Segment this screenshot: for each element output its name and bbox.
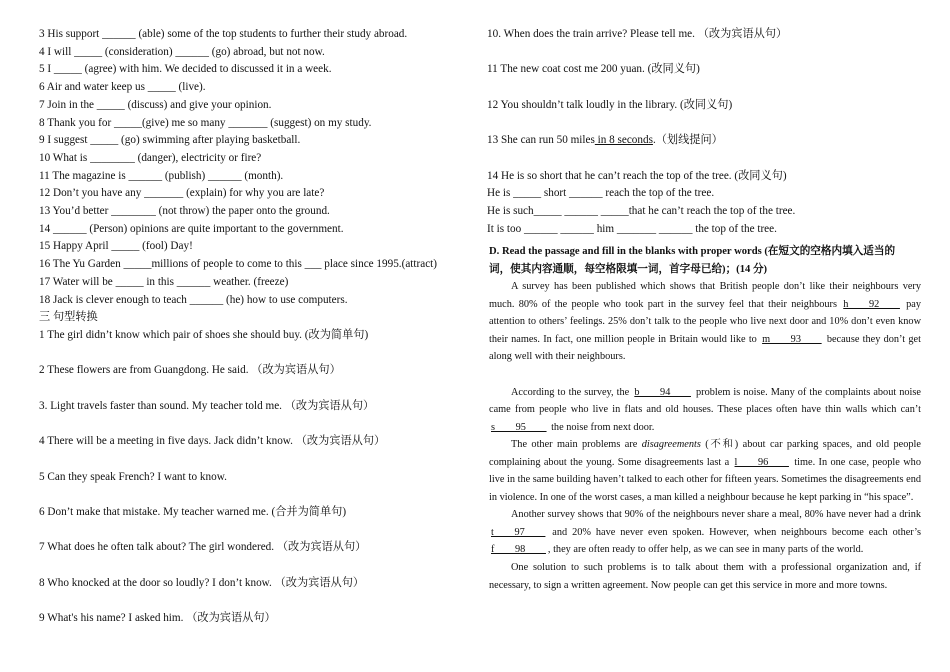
exercise-line: 3. Light travels faster than sound. My teacher told me. （改为宾语从句） [39, 399, 375, 412]
exercise-line: 14 He is so short that he can’t reach the top of the tree. (改同义句) [487, 169, 787, 182]
exercise-line: 7 What does he often talk about? The girl wondered. （改为宾语从句） [39, 541, 367, 554]
exercise-line: 18 Jack is clever enough to teach ______ (he) how to use computers. [39, 293, 348, 306]
paragraph-text: pay attention to others’ feelings. 25% don’t talk to the people who live next door and 10% don’t even know their names. In fact, one million people in Britain would like to [489, 298, 921, 345]
exercise-line: 12 You shouldn’t talk loudly in the library. (改同义句) [487, 98, 733, 111]
paragraph-text: because they don’t get along well with their neighbours. [489, 333, 921, 363]
exercise-line: 9 What's his name? I asked him. （改为宾语从句） [39, 612, 276, 625]
answer-space [487, 150, 927, 168]
answer-space [487, 79, 927, 97]
answer-space [39, 522, 479, 540]
paragraph-text: A survey has been published which shows that British people don’t like their neighbours very much. 80% of the people who took part in the survey feel that their neighbours [489, 281, 921, 310]
section-title: 三 句型转换 [39, 311, 98, 324]
exercise-line: 1 The girl didn’t know which pair of shoes she should buy. (改为简单句) [39, 328, 369, 341]
exercise-line: 9 I suggest _____ (go) swimming after playing basketball. [39, 134, 301, 147]
exercise-line: 17 Water will be _____ in this ______ weather. (freeze) [39, 275, 289, 288]
exercise-line: 11 The new coat cost me 200 yuan. (改同义句) [487, 63, 700, 76]
paragraph-text: (不和) about car parking spaces, and old people complaining about the young. Some disagreements last a [489, 439, 921, 468]
exercise-line: 8 Thank you for _____(give) me so many _______ (suggest) on my study. [39, 116, 372, 129]
exercise-line: 15 Happy April _____ (fool) Day! [39, 240, 193, 253]
answer-space [39, 415, 479, 433]
answer-space [39, 345, 479, 363]
passage-paragraph [489, 436, 921, 506]
exercise-line: 11 The magazine is ______ (publish) ______ (month). [39, 169, 284, 182]
exercise-line: 16 The Yu Garden _____millions of people to come to this ___ place since 1995.(attract) [39, 258, 437, 271]
question-text: .（划线提问） [652, 134, 723, 147]
exercise-line: 5 I _____ (agree) with him. We decided to discussed it in a week. [39, 63, 332, 76]
exercise-line: 6 Don’t make that mistake. My teacher warned me. (合并为简单句) [39, 505, 347, 518]
question-text: 13 She can run 50 miles [487, 134, 595, 147]
answer-space [39, 451, 479, 469]
blank-98: f____98____ [491, 544, 546, 556]
answer-space [39, 592, 479, 610]
exercise-line: 10 What is ________ (danger), electricity or fire? [39, 151, 262, 164]
paragraph-text: problem is noise. Many of the complaints about noise came from people who live in flats and old houses. These places often have thin walls which can’t [489, 386, 921, 416]
left-column [39, 26, 479, 628]
blank-96: l____96____ [734, 456, 789, 468]
italic-word: disagreements [641, 439, 701, 451]
answer-space [39, 380, 479, 398]
exercise-line: It is too ______ ______ him _______ ______ the top of the tree. [487, 222, 777, 235]
paragraph-text: Another survey shows that 90% of the neighbours never share a meal, 80% have never had a drink [511, 509, 921, 521]
exercise-line: 12 Don’t you have any _______ (explain) for why you are late? [39, 187, 325, 200]
exercise-line: 6 Air and water keep us _____ (live). [39, 81, 206, 94]
passage-heading: D. Read the passage and fill in the blanks with proper words (在短文的空格内填入适当的 [489, 246, 896, 257]
exercise-line: 5 Can they speak French? I want to know. [39, 470, 227, 483]
answer-space [487, 44, 927, 62]
exercise-line: 4 There will be a meeting in five days. Jack didn’t know. （改为宾语从句） [39, 435, 386, 448]
paragraph-text: The other main problems are [511, 439, 642, 451]
exercise-line [487, 132, 927, 150]
answer-space [39, 557, 479, 575]
paragraph-text: According to the survey, the [511, 386, 633, 398]
exercise-line: 14 ______ (Person) opinions are quite important to the government. [39, 222, 344, 235]
blank-92: h____92____ [843, 298, 900, 310]
blank-95: s____95____ [491, 421, 547, 433]
exercise-line: 2 These flowers are from Guangdong. He said. （改为宾语从句） [39, 364, 341, 377]
passage-paragraph [489, 278, 921, 366]
exercise-line: 4 I will _____ (consideration) ______ (go) abroad, but not now. [39, 45, 325, 58]
answer-space [487, 114, 927, 132]
exercise-line: 10. When does the train arrive? Please tell me. （改为宾语从句） [487, 28, 788, 40]
paragraph-text: and 20% have never even spoken. However, when neighbours become each other’s [547, 526, 921, 538]
paragraph-text: , they are often ready to offer help, as we can see in many parts of the world. [547, 544, 864, 556]
answer-space [39, 486, 479, 504]
passage-paragraph [489, 506, 921, 559]
passage-heading: 词，使其内容通顺，每空格限填一词，首字母已给)；(14 分) [489, 263, 768, 275]
exercise-line: 3 His support ______ (able) some of the top students to further their study abroad. [39, 28, 408, 40]
paragraph-text: time. In one case, people who live in the same building haven’t talked to each other for fifteen years. Sometimes the disagreements end in violence. In one of the worst cases, a man killed a neighbour because he kept parking in “his space”. [489, 456, 921, 503]
paragraph-space [489, 366, 921, 384]
exercise-line: He is such_____ ______ _____that he can’t reach the top of the tree. [487, 204, 796, 217]
paragraph-text: the noise from next door. [548, 421, 655, 433]
exercise-line: He is _____ short ______ reach the top of the tree. [487, 187, 715, 200]
exercise-line: 13 You’d better ________ (not throw) the paper onto the ground. [39, 205, 330, 218]
blank-94: b____94____ [634, 386, 691, 398]
underlined-phrase: in 8 seconds [594, 134, 653, 147]
exercise-line: 7 Join in the _____ (discuss) and give your opinion. [39, 98, 272, 111]
passage-paragraph [489, 384, 921, 437]
blank-97: t____97____ [491, 526, 546, 538]
blank-93: m____93____ [762, 333, 822, 345]
exercise-line: 8 Who knocked at the door so loudly? I don’t know. （改为宾语从句） [39, 576, 365, 589]
passage-paragraph: One solution to such problems is to talk about them with a professional organization and, if necessary, to sign a written agreement. Now people can get this service in more and more towns. [489, 561, 921, 591]
right-column [487, 26, 927, 238]
cloze-passage [489, 243, 921, 594]
